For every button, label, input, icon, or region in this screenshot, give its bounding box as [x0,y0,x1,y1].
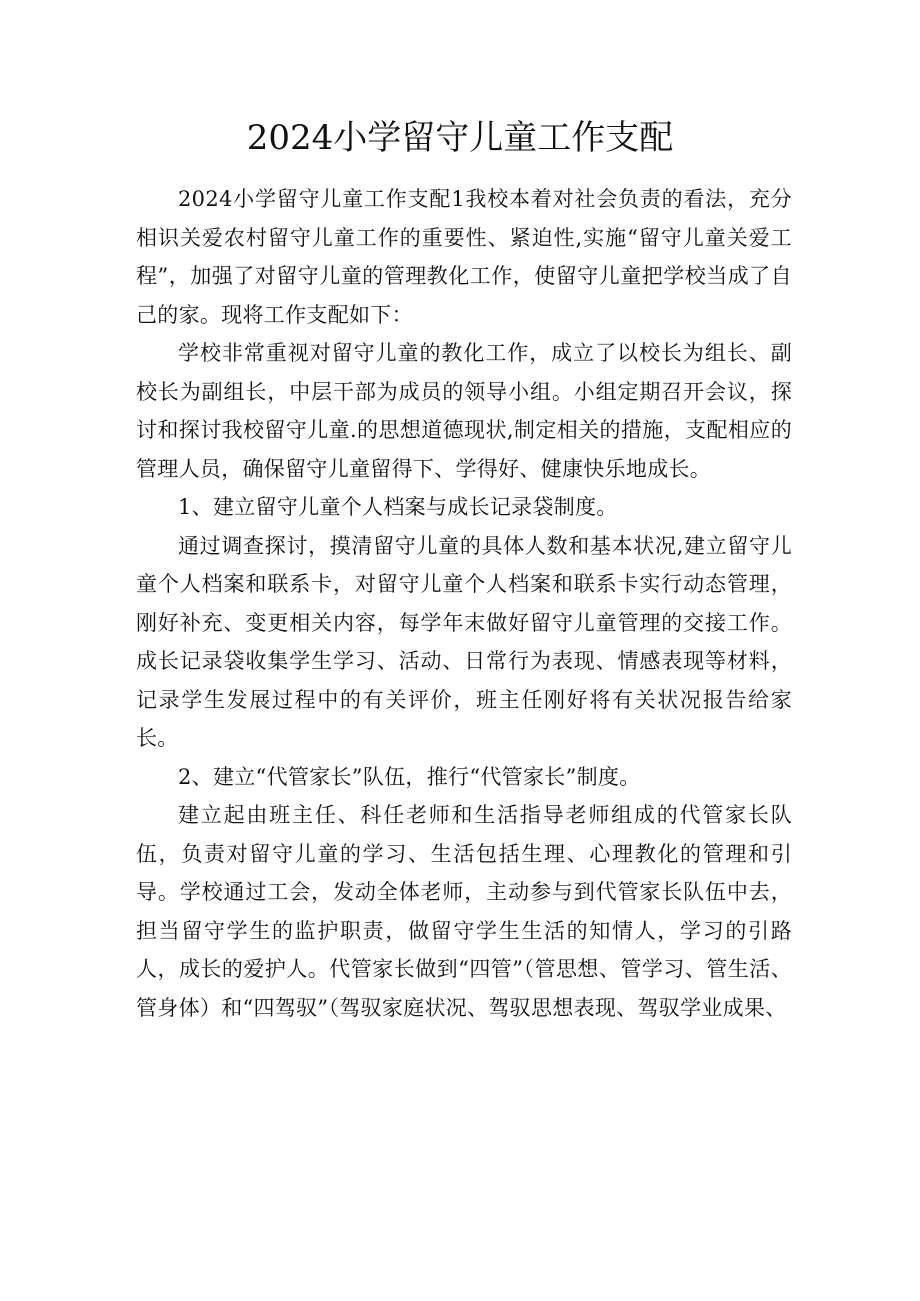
paragraph-archives: 通过调查探讨，摸清留守儿童的具体人数和基本状况,建立留守儿童个人档案和联系卡，对留守儿童个人档案和联系卡实行动态管理，刚好补充、变更相关内容，每学年末做好留守儿童管理的交接工作。成长记录袋收集学生学习、活动、日常行为表现、情感表现等材料，记录学生发展过程中的有关评价，班主任刚好将有关状况报告给家长。 [136,533,792,750]
paragraph-leadership: 学校非常重视对留守儿童的教化工作，成立了以校长为组长、副校长为副组长，中层干部为成员的领导小组。小组定期召开会议，探讨和探讨我校留守儿童.的思想道德现状,制定相关的措施，支配相应的管理人员，确保留守儿童留得下、学得好、健康快乐地成长。 [136,341,792,481]
paragraph-guardians: 建立起由班主任、科任老师和生活指导老师组成的代管家长队伍，负责对留守儿童的学习、生活包括生理、心理教化的管理和引导。学校通过工会，发动全体老师，主动参与到代管家长队伍中去，担当留守学生的监护职责，做留守学生生活的知情人，学习的引路人，成长的爱护人。代管家长做到“四管”（管思想、管学习、管生活、管身体）和“四驾驭”（驾驭家庭状况、驾驭思想表现、驾驭学业成果、 [136,803,792,1020]
document-title: 2024小学留守儿童工作支配 [246,118,674,158]
paragraph-intro: 2024小学留守儿童工作支配1我校本着对社会负责的看法，充分相识关爱农村留守儿童工作的重要性、紧迫性,实施“留守儿童关爱工程”，加强了对留守儿童的管理教化工作，使留守儿童把学校当成了自己的家。现将工作支配如下： [136,187,792,327]
document-body [136,180,792,1027]
section-heading-1: 1、建立留守儿童个人档案与成长记录袋制度。 [178,495,618,519]
section-heading-2: 2、建立“代管家长”队伍，推行“代管家长”制度。 [178,764,641,789]
